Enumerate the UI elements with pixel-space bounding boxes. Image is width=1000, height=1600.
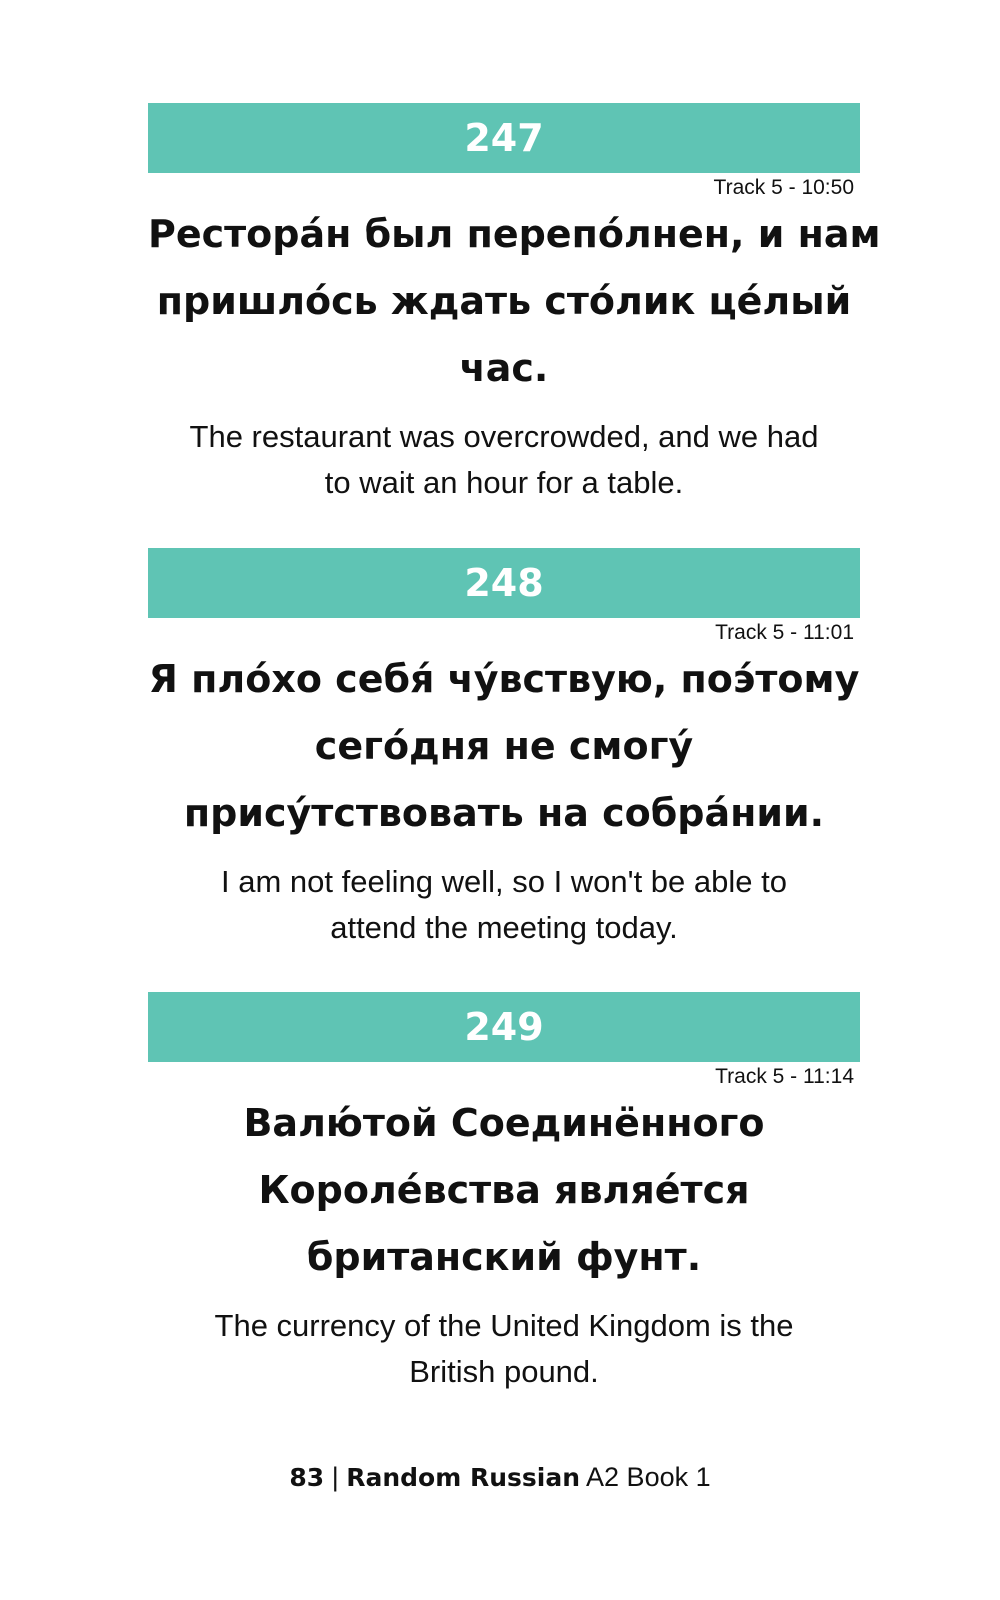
- english-line: I am not feeling well, so I won't be able to: [221, 864, 787, 899]
- entry-number-header: [148, 992, 860, 1062]
- russian-line: Я плóхо себя́ чу́вствую, поэ́тому: [148, 657, 860, 701]
- entry-number-header: [148, 548, 860, 618]
- russian-line: Валю́той Соединённого: [243, 1101, 765, 1145]
- entry-248: [148, 548, 860, 951]
- footer-separator: |: [331, 1462, 339, 1492]
- entry-247: [148, 103, 881, 506]
- english-line: British pound.: [409, 1354, 599, 1389]
- russian-line: пришлóсь ждать стóлик цéлый: [156, 279, 852, 323]
- russian-sentence: [148, 646, 860, 847]
- russian-line: сегóдня не смогу́: [314, 724, 694, 768]
- russian-line: британский фунт.: [306, 1235, 702, 1279]
- english-translation: [148, 1303, 860, 1395]
- english-translation: [148, 859, 860, 951]
- english-line: to wait an hour for a table.: [324, 465, 684, 500]
- english-line: attend the meeting today.: [330, 910, 678, 945]
- russian-sentence: [148, 1090, 860, 1291]
- book-title-bold: Random Russian: [346, 1463, 581, 1492]
- entry-number: 248: [464, 561, 544, 605]
- track-timestamp: Track 5 - 11:14: [715, 1065, 854, 1088]
- entry-number: 247: [464, 116, 544, 160]
- book-title-rest: A2 Book 1: [586, 1462, 711, 1492]
- english-line: The restaurant was overcrowded, and we had: [189, 419, 819, 454]
- entry-number: 249: [464, 1005, 544, 1049]
- page-number: 83: [289, 1463, 325, 1492]
- russian-line: Ресторáн был перепóлнен, и нам: [148, 212, 881, 256]
- russian-line: Королéвства являéтся: [258, 1168, 750, 1212]
- russian-line: прису́тствовать на собрáнии.: [183, 791, 825, 835]
- track-timestamp: Track 5 - 10:50: [713, 176, 854, 199]
- english-line: The currency of the United Kingdom is the: [214, 1308, 794, 1343]
- english-translation: [148, 414, 860, 506]
- track-timestamp: Track 5 - 11:01: [715, 621, 854, 644]
- entry-number-header: [148, 103, 860, 173]
- russian-line: час.: [459, 346, 549, 390]
- russian-sentence: [148, 201, 881, 402]
- entry-249: [148, 992, 860, 1395]
- page-footer: [0, 1462, 1000, 1493]
